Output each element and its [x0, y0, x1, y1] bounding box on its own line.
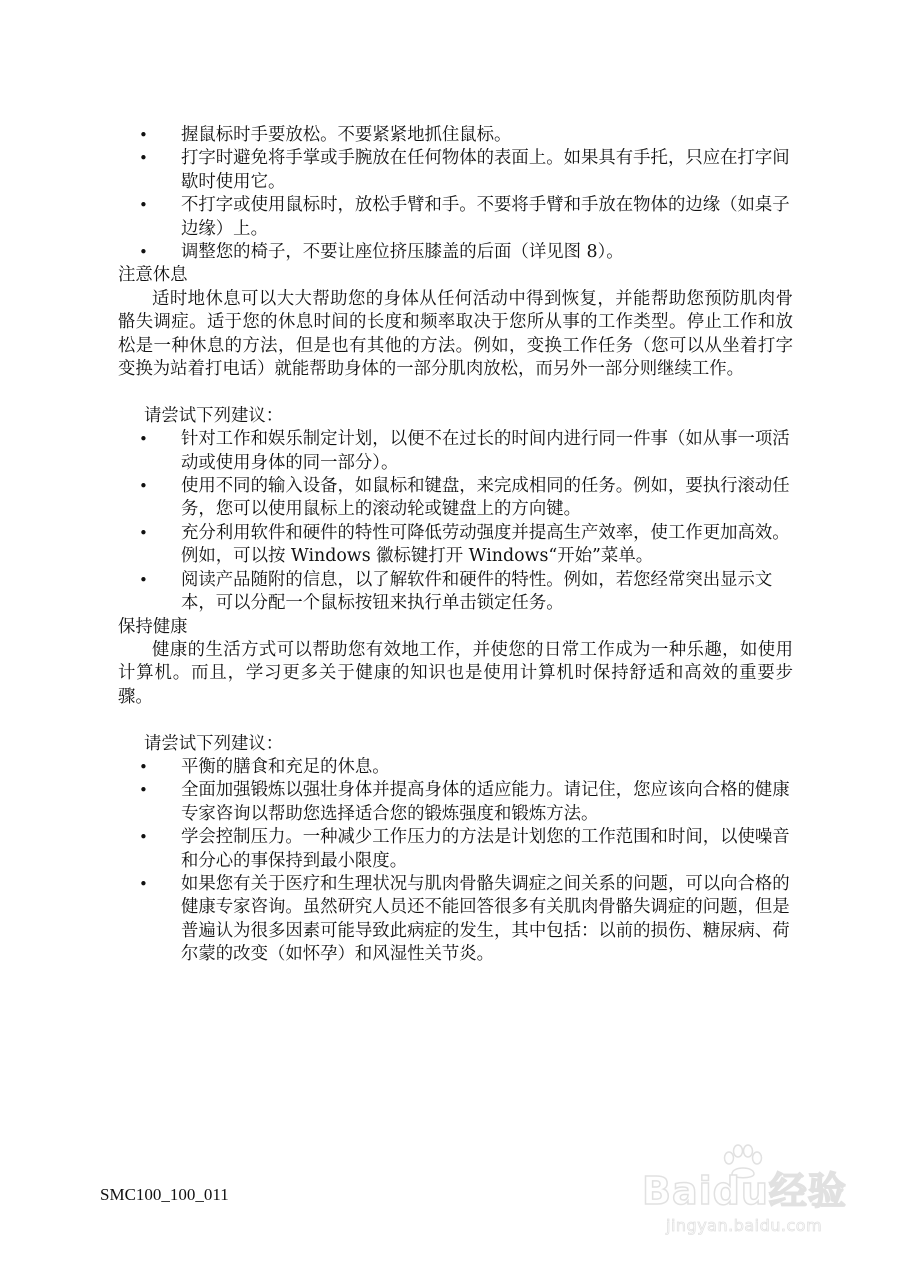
bullet-icon: •	[139, 243, 148, 262]
list-item-text: 握鼠标时手要放松。不要紧紧地抓住鼠标。	[181, 125, 512, 145]
bullet-icon: •	[139, 477, 148, 496]
bullet-icon: •	[139, 196, 148, 215]
bullet-icon: •	[139, 828, 148, 847]
spacer	[118, 381, 793, 404]
bullet-icon: •	[139, 781, 148, 800]
list-item-text: 全面加强锻炼以强壮身体并提高身体的适应能力。请记住，您应该向合格的健康专家咨询以帮助您选择适合您的锻炼强度和锻炼方法。	[181, 780, 790, 824]
spacer	[118, 709, 793, 732]
section-paragraph-rest: 适时地休息可以大大帮助您的身体从任何活动中得到恢复，并能帮助您预防肌肉骨骼失调症。适于您的休息时间的长度和频率取决于您所从事的工作类型。停止工作和放松是一种休息的方法，但是也有其他的方法。例如，变换工作任务（您可以从坐着打字变换为站着打电话）就能帮助身体的一部分肌肉放松，而另外一部分则继续工作。	[118, 288, 793, 380]
section-paragraph-health: 健康的生活方式可以帮助您有效地工作，并使您的日常工作成为一种乐趣，如使用计算机。而且，学习更多关于健康的知识也是使用计算机时保持舒适和高效的重要步骤。	[118, 639, 793, 707]
bullet-list-rest	[118, 428, 793, 615]
section-heading-health: 保持健康	[118, 616, 188, 637]
list-item	[118, 826, 793, 873]
list-item	[118, 241, 793, 264]
list-item-text: 使用不同的输入设备，如鼠标和键盘，来完成相同的任务。例如，要执行滚动任务，您可以使用鼠标上的滚动轮或键盘上的方向键。	[181, 476, 790, 520]
bullet-icon: •	[139, 874, 148, 893]
bullet-icon: •	[139, 149, 148, 168]
list-item-text: 阅读产品随附的信息，以了解软件和硬件的特性。例如，若您经常突出显示文本，可以分配一个鼠标按钮来执行单击锁定任务。	[181, 569, 773, 614]
section-heading-rest: 注意休息	[118, 265, 188, 286]
list-item-text: 不打字或使用鼠标时，放松手臂和手。不要将手臂和手放在物体的边缘（如桌子边缘）上。	[181, 195, 790, 239]
document-code: SMC100_100_011	[100, 1185, 229, 1204]
bullet-list-top	[118, 124, 793, 264]
list-item	[118, 124, 793, 147]
list-item	[118, 756, 793, 779]
suggestions-lead-health: 请尝试下列建议：	[144, 733, 284, 754]
bullet-icon: •	[139, 523, 148, 542]
list-item-text: 平衡的膳食和充足的休息。	[181, 756, 390, 777]
bullet-icon: •	[139, 757, 148, 776]
list-item-text: 调整您的椅子，不要让座位挤压膝盖的后面（详见图 8）。	[181, 242, 624, 263]
list-item	[118, 475, 793, 522]
watermark-logo-text: Baidu经验	[642, 1169, 847, 1213]
list-item	[118, 779, 793, 826]
bullet-list-health	[118, 756, 793, 967]
bullet-icon: •	[139, 430, 148, 449]
list-item-text: 打字时避免将手掌或手腕放在任何物体的表面上。如果具有手托，只应在打字间歇时使用它。	[181, 148, 790, 192]
document-body	[118, 124, 793, 967]
list-item	[118, 194, 793, 241]
list-item-text: 针对工作和娱乐制定计划，以便不在过长的时间内进行同一件事（如从事一项活动或使用身体的同一部分）。	[181, 429, 790, 473]
list-item	[118, 873, 793, 967]
list-item	[118, 147, 793, 194]
list-item	[118, 428, 793, 475]
watermark-url: jingyan.baidu.com	[666, 1216, 823, 1235]
baidu-jingyan-watermark	[640, 1140, 880, 1250]
suggestions-lead-rest: 请尝试下列建议：	[144, 405, 284, 426]
list-item-text: 如果您有关于医疗和生理状况与肌肉骨骼失调症之间关系的问题，可以向合格的健康专家咨询。虽然研究人员还不能回答很多有关肌肉骨骼失调症的问题，但是普遍认为很多因素可能导致此病症的发生，其中包括：以前的损伤、糖尿病、荷尔蒙的改变（如怀孕）和风湿性关节炎。	[181, 873, 790, 965]
list-item	[118, 522, 793, 569]
bullet-icon: •	[139, 126, 148, 144]
bullet-icon: •	[139, 570, 148, 589]
list-item-text: 学会控制压力。一种减少工作压力的方法是计划您的工作范围和时间，以使噪音和分心的事保持到最小限度。	[181, 827, 790, 871]
list-item	[118, 569, 793, 616]
list-item-text: 充分利用软件和硬件的特性可降低劳动强度并提高生产效率，使工作更加高效。例如，可以按 Windows 徽标键打开 Windows“开始”菜单。	[181, 522, 790, 567]
